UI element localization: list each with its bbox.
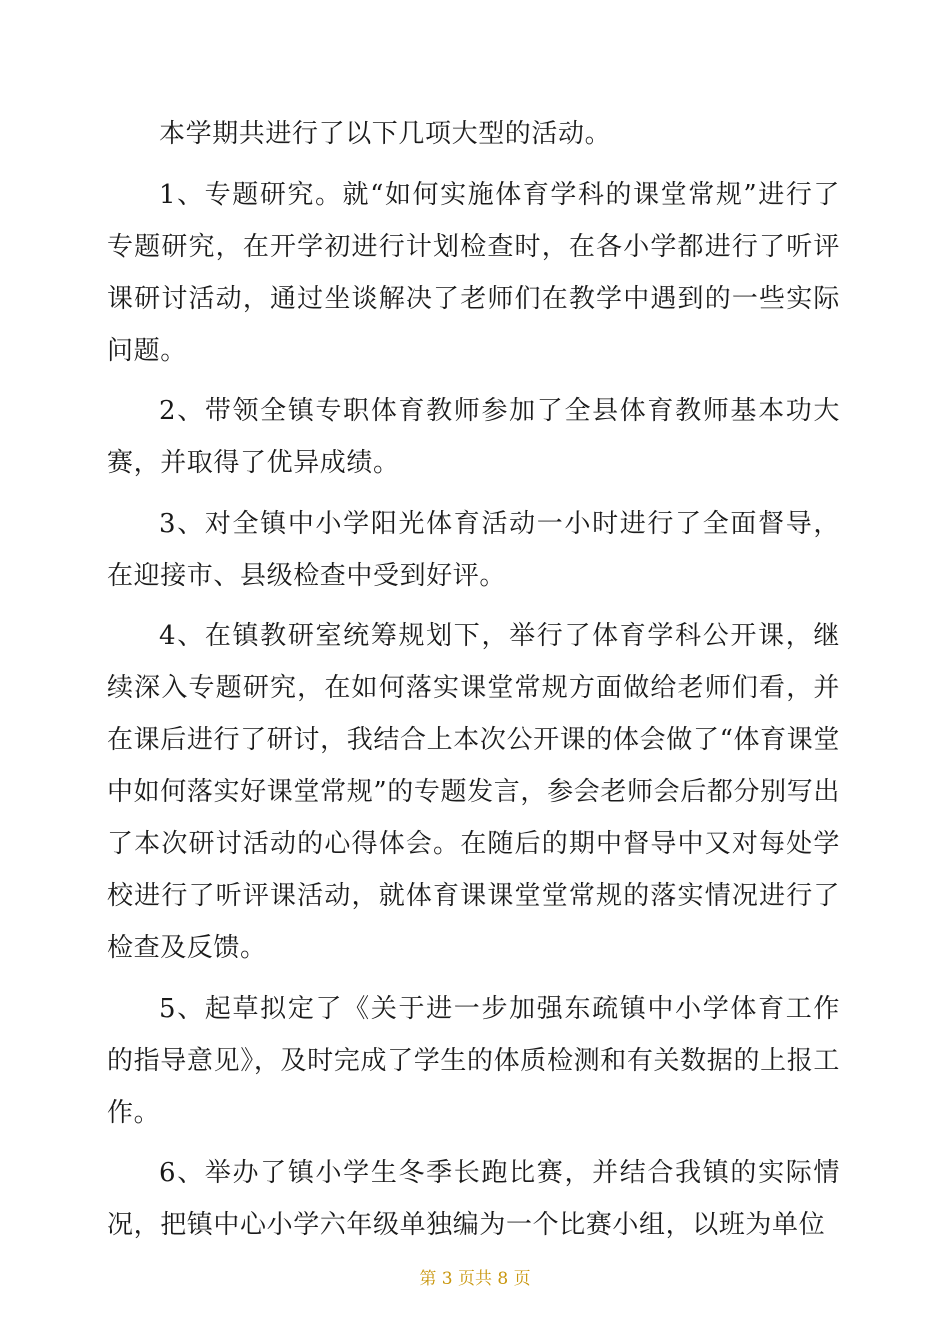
paragraph-item-4: 4、在镇教研室统筹规划下，举行了体育学科公开课，继续深入专题研究，在如何落实课堂常规方面做给老师们看，并在课后进行了研讨，我结合上本次公开课的体会做了“体育课堂中如何落实好课堂常规”的专题发言，参会老师会后都分别写出了本次研讨活动的心得体会。在随后的期中督导中又对每处学校进行了听评课活动，就体育课课堂堂常规的落实情况进行了检查及反馈。 bbox=[107, 621, 840, 963]
paragraph-intro: 本学期共进行了以下几项大型的活动。 bbox=[159, 119, 612, 149]
paragraph-item-6: 6、举办了镇小学生冬季长跑比赛，并结合我镇的实际情况，把镇中心小学六年级单独编为一个比赛小组，以班为单位 bbox=[107, 1158, 840, 1240]
paragraph-item-3: 3、对全镇中小学阳光体育活动一小时进行了全面督导，在迎接市、县级检查中受到好评。 bbox=[107, 508, 840, 591]
page-number-footer: 第 3 页共 8 页 bbox=[419, 1269, 531, 1289]
paragraph-item-1: 1、专题研究。就“如何实施体育学科的课堂常规”进行了专题研究，在开学初进行计划检查时，在各小学都进行了听评课研讨活动，通过坐谈解决了老师们在教学中遇到的一些实际问题。 bbox=[107, 179, 840, 366]
paragraph-item-5: 5、起草拟定了《关于进一步加强东疏镇中小学体育工作的指导意见》，及时完成了学生的体质检测和有关数据的上报工作。 bbox=[107, 993, 840, 1128]
document-body bbox=[107, 108, 840, 1260]
paragraph-item-2: 2、带领全镇专职体育教师参加了全县体育教师基本功大赛，并取得了优异成绩。 bbox=[107, 396, 840, 478]
